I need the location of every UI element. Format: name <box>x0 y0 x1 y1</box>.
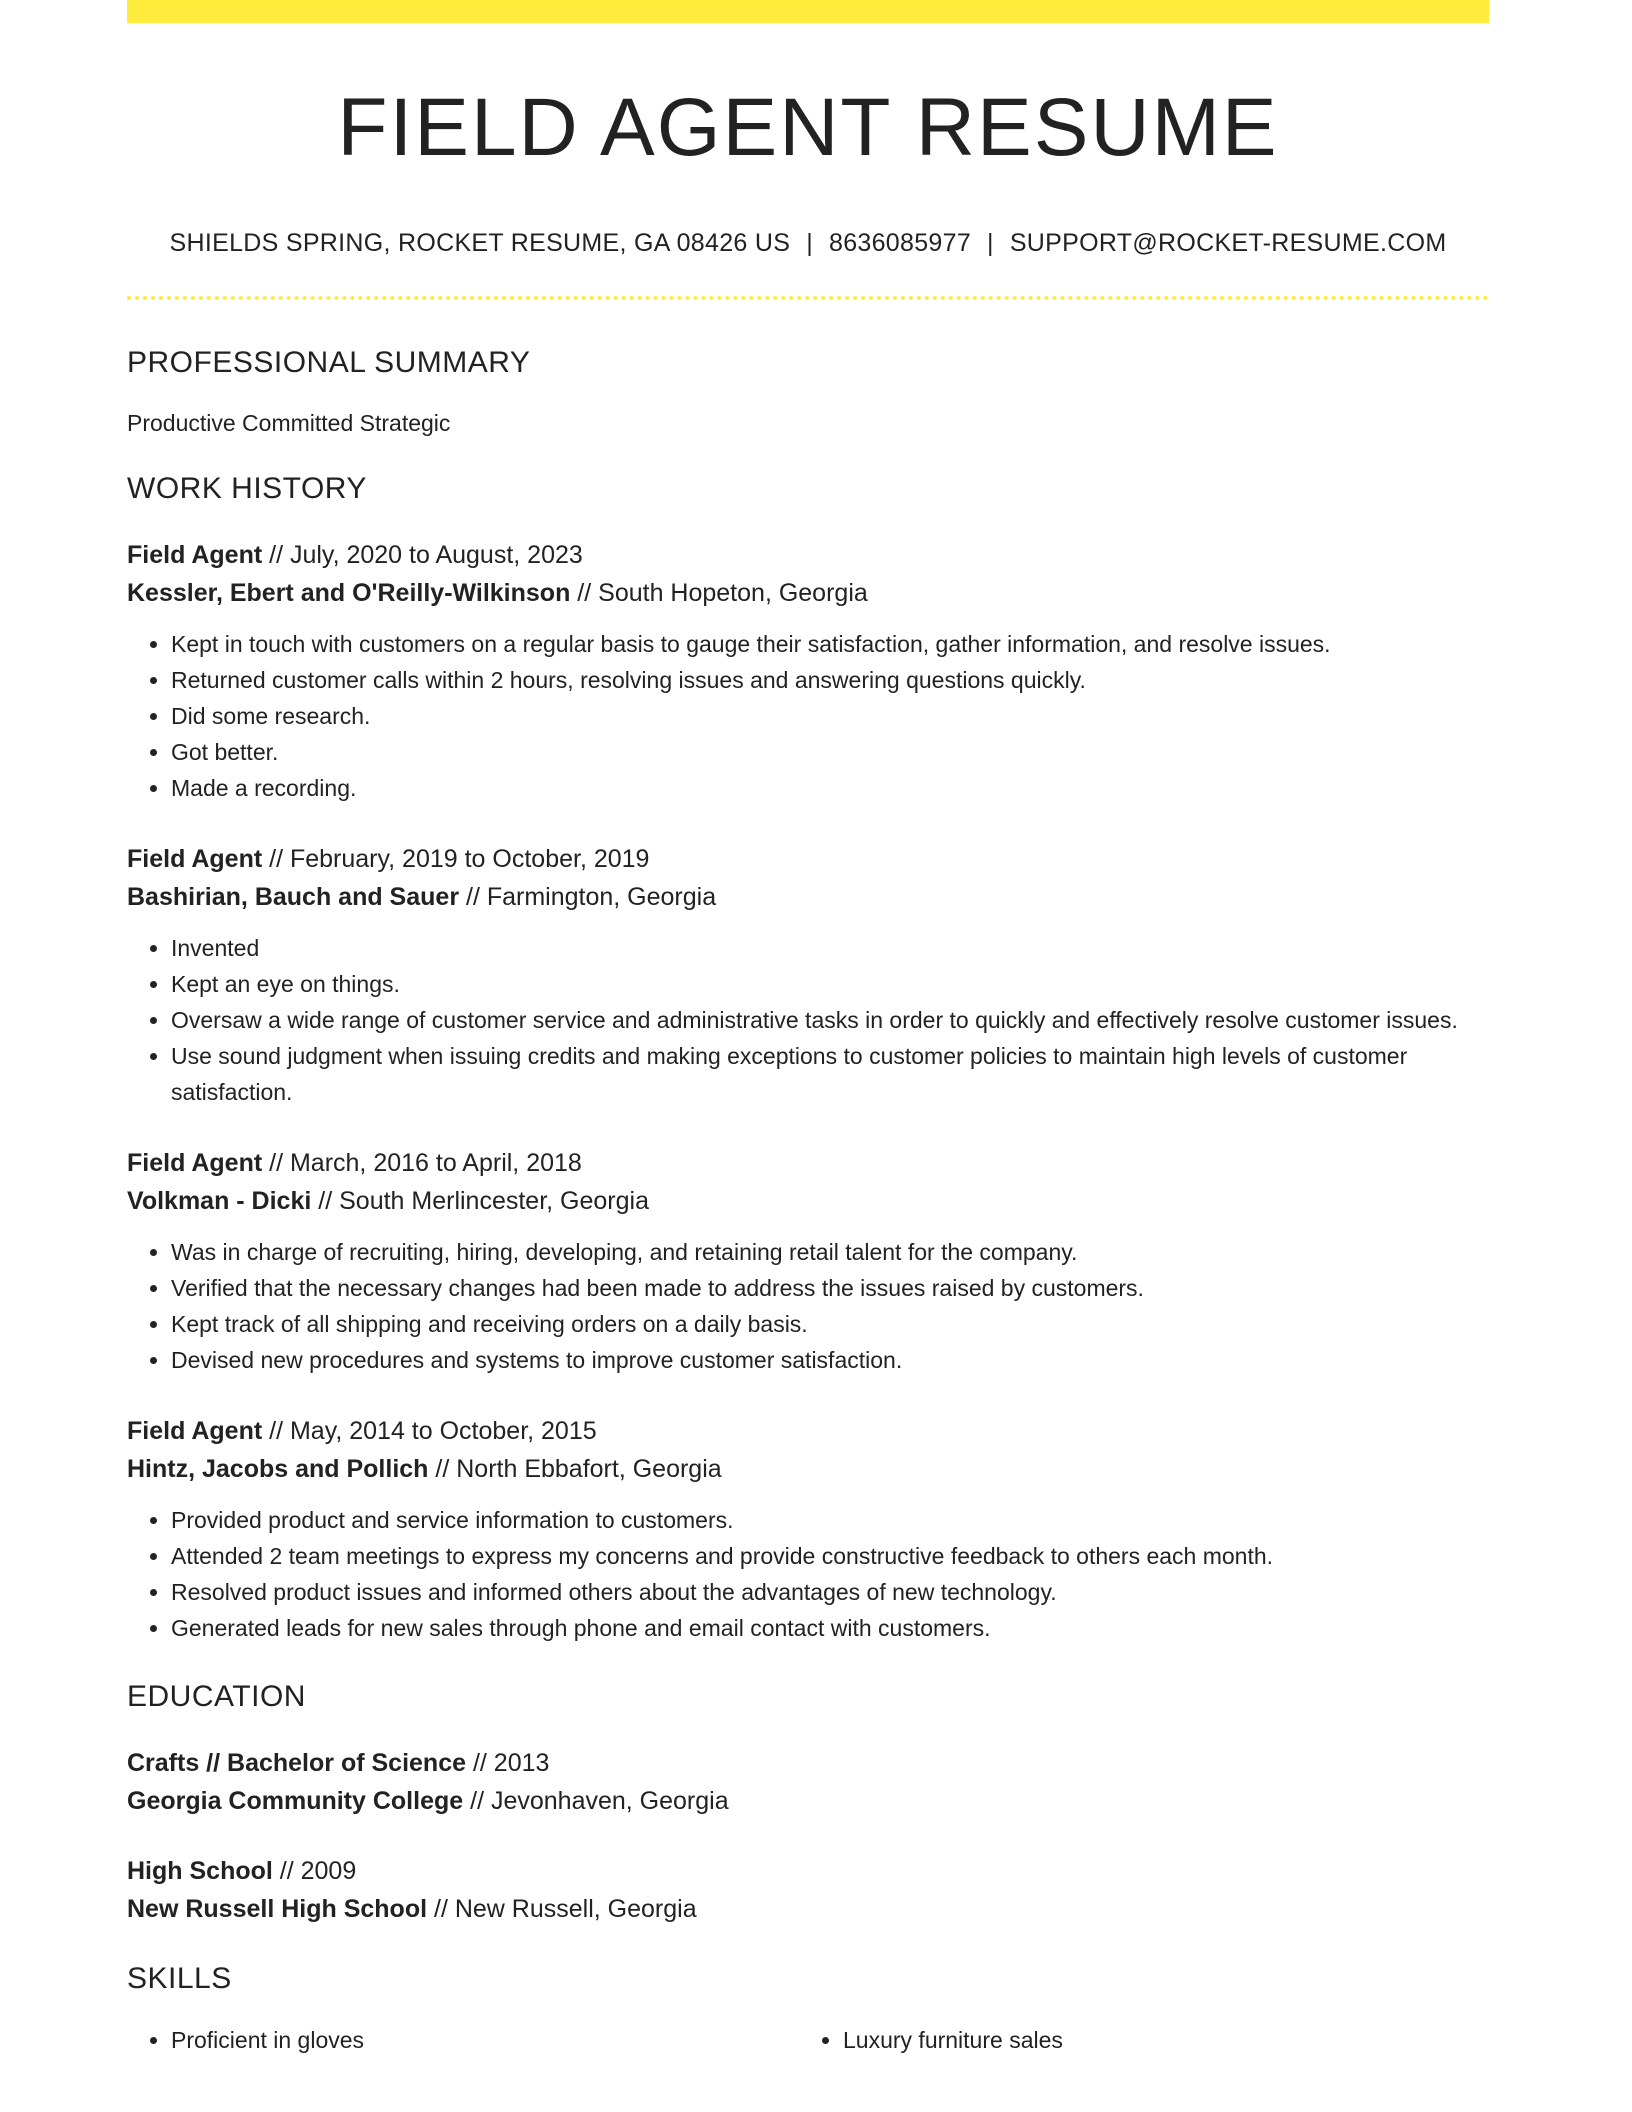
job-company: Volkman - Dicki <box>127 1187 312 1215</box>
job-entry <box>127 1144 1489 1378</box>
job-bullet: • Generated leads for new sales through phone and email contact with customers. <box>171 1610 1489 1646</box>
job-location: // Farmington, Georgia <box>459 883 717 911</box>
job-title-line <box>127 536 1489 574</box>
job-title-line <box>127 1144 1489 1182</box>
skills-column-right <box>799 2022 1471 2058</box>
job-bullet: • Oversaw a wide range of customer service and administrative tasks in order to quickly and effectively resolve customer issues. <box>171 1002 1489 1038</box>
job-bullet: • Kept in touch with customers on a regular basis to gauge their satisfaction, gather information, and resolve issues. <box>171 626 1489 662</box>
education-school: New Russell High School <box>127 1895 428 1923</box>
job-bullet: • Made a recording. <box>171 770 1489 806</box>
job-title: Field Agent <box>127 1149 263 1177</box>
job-bullet: • Use sound judgment when issuing credits and making exceptions to customer policies to maintain high levels of customer satisfaction. <box>171 1038 1489 1110</box>
job-company: Bashirian, Bauch and Sauer <box>127 883 460 911</box>
education-school-line <box>127 1890 1489 1928</box>
contact-separator: | <box>806 229 813 257</box>
dotted-divider <box>127 296 1489 300</box>
job-location: // South Hopeton, Georgia <box>570 579 868 607</box>
job-bullets <box>127 1234 1489 1378</box>
job-company-line <box>127 878 1489 916</box>
contact-phone: 8636085977 <box>828 229 972 257</box>
education-degree: High School <box>127 1857 273 1885</box>
education-year: // 2013 <box>466 1749 550 1777</box>
job-title-line <box>127 840 1489 878</box>
education-degree-line <box>127 1744 1489 1782</box>
job-bullet: • Did some research. <box>171 698 1489 734</box>
section-heading-summary: PROFESSIONAL SUMMARY <box>127 346 531 379</box>
skill-item: • Luxury furniture sales <box>843 2022 1471 2058</box>
job-entry <box>127 1412 1489 1646</box>
education-school: Georgia Community College <box>127 1787 464 1815</box>
job-location: // South Merlincester, Georgia <box>311 1187 649 1215</box>
job-company-line <box>127 1182 1489 1220</box>
section-heading-skills: SKILLS <box>127 1962 232 1995</box>
contact-address: SHIELDS SPRING, ROCKET RESUME, GA 08426 US <box>169 229 791 257</box>
job-title: Field Agent <box>127 1417 263 1445</box>
job-bullet: • Attended 2 team meetings to express my concerns and provide constructive feedback to others each month. <box>171 1538 1489 1574</box>
education-degree-line <box>127 1852 1489 1890</box>
education-degree: Crafts // Bachelor of Science <box>127 1749 467 1777</box>
job-title: Field Agent <box>127 541 263 569</box>
section-heading-education: EDUCATION <box>127 1680 306 1713</box>
education-entry <box>127 1744 1489 1820</box>
job-bullets <box>127 1502 1489 1646</box>
job-entry <box>127 840 1489 1110</box>
job-title: Field Agent <box>127 845 263 873</box>
job-dates: // February, 2019 to October, 2019 <box>262 845 650 873</box>
job-bullets <box>127 930 1489 1110</box>
job-dates: // July, 2020 to August, 2023 <box>262 541 583 569</box>
education-location: // Jevonhaven, Georgia <box>463 1787 729 1815</box>
job-company-line <box>127 1450 1489 1488</box>
skills-column-left <box>127 2022 799 2058</box>
job-entry <box>127 536 1489 806</box>
job-bullet: • Kept track of all shipping and receiving orders on a daily basis. <box>171 1306 1489 1342</box>
job-bullets <box>127 626 1489 806</box>
job-dates: // May, 2014 to October, 2015 <box>262 1417 597 1445</box>
education-year: // 2009 <box>272 1857 357 1885</box>
job-company: Kessler, Ebert and O'Reilly-Wilkinson <box>127 579 571 607</box>
job-bullet: • Kept an eye on things. <box>171 966 1489 1002</box>
education-school-line <box>127 1782 1489 1820</box>
job-bullet: • Provided product and service information to customers. <box>171 1502 1489 1538</box>
resume-page <box>127 0 1489 2058</box>
contact-line <box>127 229 1489 258</box>
job-company-line <box>127 574 1489 612</box>
job-bullet: • Devised new procedures and systems to improve customer satisfaction. <box>171 1342 1489 1378</box>
job-title-line <box>127 1412 1489 1450</box>
job-bullet: • Verified that the necessary changes had been made to address the issues raised by customers. <box>171 1270 1489 1306</box>
education-location: // New Russell, Georgia <box>427 1895 697 1923</box>
job-dates: // March, 2016 to April, 2018 <box>262 1149 582 1177</box>
skill-item: • Proficient in gloves <box>171 2022 799 2058</box>
summary-text: Productive Committed Strategic <box>127 410 451 436</box>
contact-email: SUPPORT@ROCKET-RESUME.COM <box>1009 229 1447 257</box>
top-accent-bar <box>127 0 1489 23</box>
skills-grid <box>127 2022 1489 2058</box>
job-bullet: • Returned customer calls within 2 hours, resolving issues and answering questions quickly. <box>171 662 1489 698</box>
job-bullet: • Got better. <box>171 734 1489 770</box>
section-heading-work-history: WORK HISTORY <box>127 472 367 505</box>
resume-title: FIELD AGENT RESUME <box>337 82 1279 173</box>
education-entry <box>127 1852 1489 1928</box>
job-bullet: • Was in charge of recruiting, hiring, developing, and retaining retail talent for the company. <box>171 1234 1489 1270</box>
job-company: Hintz, Jacobs and Pollich <box>127 1455 429 1483</box>
contact-separator: | <box>987 229 994 257</box>
job-bullet: • Resolved product issues and informed others about the advantages of new technology. <box>171 1574 1489 1610</box>
job-bullet: • Invented <box>171 930 1489 966</box>
job-location: // North Ebbafort, Georgia <box>428 1455 722 1483</box>
